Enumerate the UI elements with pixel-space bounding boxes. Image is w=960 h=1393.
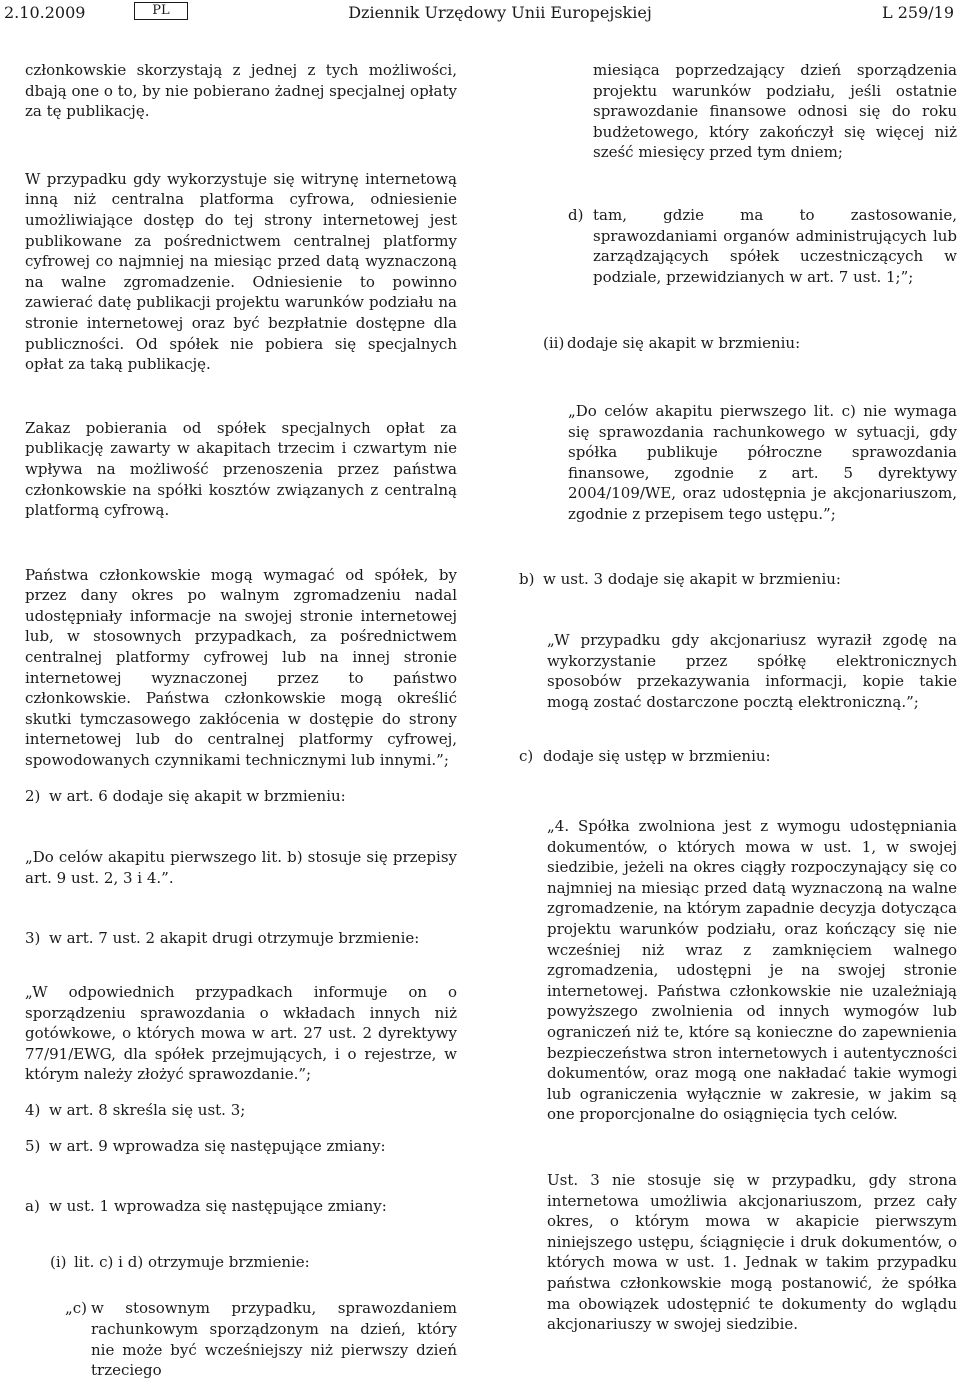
list-item	[25, 786, 457, 807]
list-text: dodaje się ustęp w brzmieniu:	[543, 747, 771, 766]
list-text: w art. 7 ust. 2 akapit drugi otrzymuje brzmienie:	[49, 929, 420, 948]
list-text: w art. 8 skreśla się ust. 3;	[49, 1100, 246, 1119]
list-label: 5)	[25, 1136, 41, 1155]
list-item	[519, 569, 957, 590]
list-label: 2)	[25, 786, 41, 805]
list-text: lit. c) i d) otrzymuje brzmienie:	[74, 1252, 310, 1271]
page-header	[0, 0, 960, 26]
page-number: L 259/19	[882, 3, 954, 22]
list-label: 4)	[25, 1100, 41, 1119]
language-badge: PL	[134, 2, 188, 20]
list-item	[25, 928, 457, 949]
list-text: w ust. 3 dodaje się akapit w brzmieniu:	[543, 569, 841, 588]
quote-paragraph: „4. Spółka zwolniona jest z wymogu udostępniania dokumentów, o których mowa w ust. 1, w swojej siedzibie, jeżeli na okres ciągły rozpoczynający się co najmniej na miesiąc przed datą wyznaczoną na walne zgromadzenie, na którym zapadnie decyzja dotycząca projektu warunków podziału, oraz kończący się nie wcześniej niż wraz z zamknięciem walnego zgromadzenia, udostępni je na swojej stronie internetowej. Państwa członkowskie nie uzależniają powyższego zwolnienia od innych wymogów lub ograniczeń niż te, które są konieczne do zapewnienia bezpieczeństwa stron internetowych i autentyczności dokumentów, oraz mogą one nakładać takie wymogi lub ograniczenia wyłącznie w zakresie, w jakim są one proporcjonalne do osiągnięcia tych celów.	[547, 817, 957, 1124]
journal-title: Dziennik Urzędowy Unii Europejskiej	[348, 3, 652, 22]
list-label: d)	[568, 205, 584, 224]
header-date: 2.10.2009	[4, 3, 86, 22]
list-label: c)	[519, 747, 534, 766]
list-item	[25, 1196, 457, 1217]
list-label: (i)	[50, 1252, 67, 1271]
list-item	[568, 205, 957, 287]
list-item	[65, 1298, 457, 1380]
list-label: „c)	[65, 1299, 88, 1318]
paragraph: miesiąca poprzedzający dzień sporządzenia projektu warunków podziału, jeśli ostatnie sprawozdanie finansowe odnosi się do roku budżetowego, który zakończył się więcej niż sześć miesięcy przed tym dniem;	[593, 61, 957, 162]
list-label: 3)	[25, 929, 41, 948]
quote-paragraph: „Do celów akapitu pierwszego lit. b) stosuje się przepisy art. 9 ust. 2, 3 i 4.”.	[25, 848, 457, 887]
list-item	[50, 1252, 457, 1273]
paragraph: Zakaz pobierania od spółek specjalnych opłat za publikację zawarty w akapitach trzecim i czwartym nie wpływa na możliwość przenoszenia przez państwa członkowskie na spółki kosztów związanych z centralną platformą cyfrową.	[25, 418, 457, 520]
list-item	[543, 333, 957, 354]
paragraph: Państwa członkowskie mogą wymagać od spółek, by przez dany okres po walnym zgromadzeniu nadal udostępniały informacje na swojej stronie internetowej lub, w stosownych przypadkach, za pośrednictwem centralnej platformy cyfrowej lub na innej stronie internetowej wyznaczonej przez to państwo członkowskie. Państwa członkowskie mogą określić skutki tymczasowego zakłócenia w dostępie do strony internetowej lub do centralnej platformy cyfrowej, spowodowanych czynnikami technicznymi lub innymi.”;	[25, 565, 457, 770]
quote-paragraph: „W odpowiednich przypadkach informuje on o sporządzeniu sprawozdania o wkładach innych niż gotówkowe, o których mowa w art. 27 ust. 2 dyrektywy 77/91/EWG, dla spółek przejmujących, i o rejestrze, w którym należy złożyć sprawozdanie.”;	[25, 983, 457, 1084]
right-column	[509, 60, 957, 1335]
list-item	[519, 746, 957, 767]
list-text: w art. 6 dodaje się akapit w brzmieniu:	[49, 786, 346, 805]
list-label: a)	[25, 1197, 40, 1216]
list-text: tam, gdzie ma to zastosowanie, sprawozdaniami organów administrujących lub zarządzających spółek uczestniczących w podziale, przewidzianych w art. 7 ust. 1;”;	[593, 205, 957, 286]
list-item	[25, 1100, 457, 1121]
paragraph: W przypadku gdy wykorzystuje się witrynę internetową inną niż centralna platforma cyfrowa, odniesienie umożliwiające dostęp do tej strony internetowej jest publikowane za pośrednictwem centralnej platformy cyfrowej co najmniej na miesiąc przed datą wyznaczoną na walne zgromadzenie. Odniesienie to powinno zawierać datę publikacji projektu warunków podziału na stronie internetowej oraz być bezpłatnie dostępne dla publiczności. Od spółek nie pobiera się specjalnych opłat za taką publikację.	[25, 169, 457, 374]
quote-paragraph: Ust. 3 nie stosuje się w przypadku, gdy strona internetowa umożliwia akcjonariuszom, przez cały okres, o którym mowa w akapicie pierwszym niniejszego ustępu, ściągnięcie i druk dokumentów, o których mowa w ust. 1. Jednak w takim przypadku państwa członkowskie mogą postanowić, że spółka ma obowiązek udostępnić te dokumenty do wglądu akcjonariuszy w swojej siedzibie.	[547, 1170, 957, 1334]
list-text: w art. 9 wprowadza się następujące zmiany:	[49, 1136, 386, 1155]
quote-paragraph: „Do celów akapitu pierwszego lit. c) nie wymaga się sprawozdania rachunkowego w sytuacji, gdy spółka publikuje półroczne sprawozdania finansowe, zgodnie z art. 5 dyrektywy 2004/109/WE, oraz udostępnia je akcjonariuszom, zgodnie z przepisem tego ustępu.”;	[568, 401, 957, 523]
list-label: b)	[519, 569, 535, 588]
left-column	[25, 60, 457, 1381]
list-text: w stosownym przypadku, sprawozdaniem rachunkowym sporządzonym na dzień, który nie może być wcześniejszy niż pierwszy dzień trzeciego	[91, 1299, 457, 1380]
list-item	[25, 1136, 457, 1157]
list-text: dodaje się akapit w brzmieniu:	[567, 334, 801, 353]
paragraph: członkowskie skorzystają z jednej z tych możliwości, dbają one o to, by nie pobierano żadnej specjalnej opłaty za tę publikację.	[25, 61, 457, 121]
list-label: (ii)	[543, 334, 565, 353]
quote-paragraph: „W przypadku gdy akcjonariusz wyraził zgodę na wykorzystanie przez spółkę elektronicznych sposobów przekazywania informacji, kopie takie mogą zostać dostarczone pocztą elektroniczną.”;	[547, 631, 957, 711]
list-text: w ust. 1 wprowadza się następujące zmiany:	[49, 1197, 387, 1216]
